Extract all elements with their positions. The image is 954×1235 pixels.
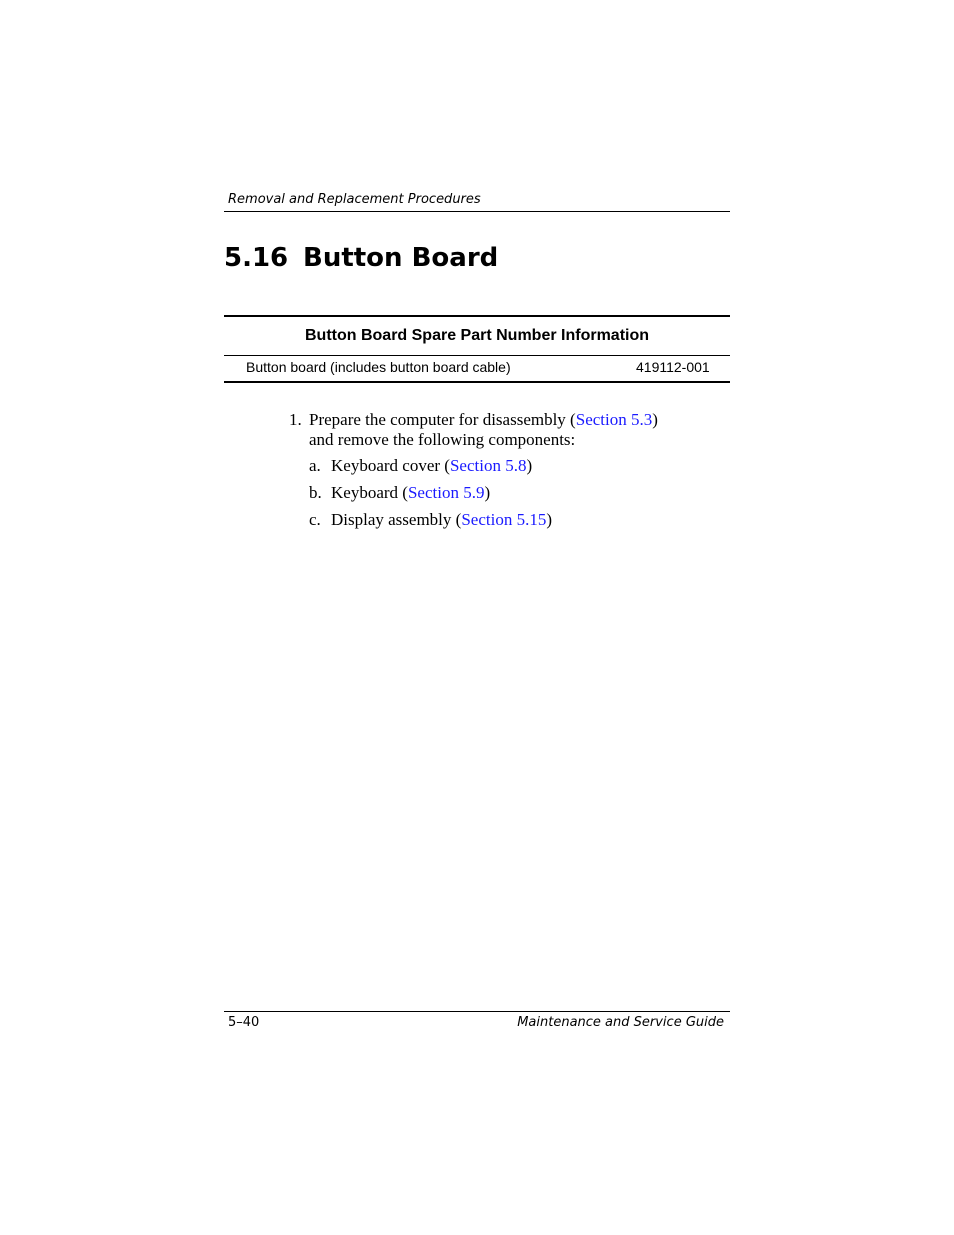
- step-text: Prepare the computer for disassembly (: [309, 410, 576, 429]
- link-section-5-15[interactable]: Section 5.15: [461, 510, 547, 529]
- part-description: Button board (includes button board cable): [246, 359, 511, 375]
- section-title-text: Button Board: [303, 243, 499, 273]
- substep-text-close: ): [526, 456, 533, 475]
- part-number: 419112-001: [636, 359, 710, 375]
- link-section-5-3[interactable]: Section 5.3: [575, 410, 653, 429]
- section-number: 5.16: [224, 243, 289, 273]
- spare-part-table: [224, 315, 730, 383]
- section-title: [224, 240, 498, 276]
- step-text-close: ): [652, 410, 658, 429]
- footer-rule: [224, 1011, 730, 1012]
- substep-text: Keyboard (: [331, 483, 408, 502]
- substep-text: Keyboard cover (: [331, 456, 450, 475]
- procedure-steps: [289, 410, 729, 537]
- list-item: [289, 510, 729, 537]
- substep-text-close: ): [484, 483, 491, 502]
- step-marker: 1.: [289, 410, 302, 429]
- substep-text-close: ): [546, 510, 552, 529]
- link-section-5-9[interactable]: Section 5.9: [407, 483, 485, 502]
- substep-marker: c.: [309, 510, 321, 529]
- link-section-5-8[interactable]: Section 5.8: [449, 456, 527, 475]
- step-1: [289, 410, 729, 450]
- list-item: [289, 456, 729, 483]
- substep-marker: a.: [309, 456, 321, 475]
- list-item: [289, 483, 729, 510]
- spare-part-table-title: Button Board Spare Part Number Information: [224, 317, 730, 356]
- running-header: Removal and Replacement Procedures: [228, 192, 481, 207]
- table-row: [224, 356, 730, 381]
- guide-title: Maintenance and Service Guide: [517, 1015, 724, 1030]
- page-number: 5–40: [228, 1015, 260, 1030]
- header-rule: [224, 211, 730, 212]
- step-text-line2: and remove the following components:: [309, 430, 576, 449]
- substep-list: [289, 456, 729, 537]
- substep-marker: b.: [309, 483, 322, 502]
- substep-text: Display assembly (: [331, 510, 462, 529]
